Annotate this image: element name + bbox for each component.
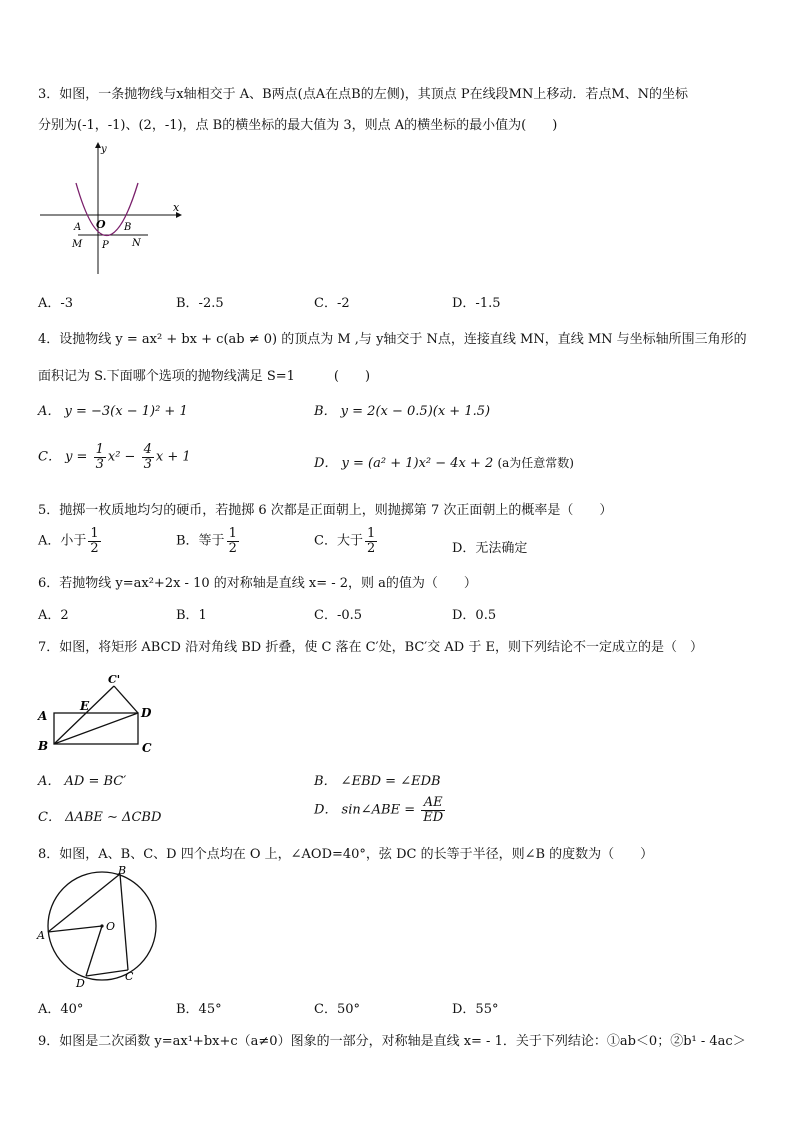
q7-option-d[interactable]: [314, 796, 447, 824]
q5-option-a[interactable]: [38, 527, 103, 555]
q3-stem-line1: 3．如图，一条抛物线与x轴相交于 A、B两点(点A在点B的左侧)，其顶点 P在线段MN上移动．若点M、N的坐标: [38, 87, 689, 102]
q8-option-c[interactable]: C．50°: [314, 1002, 360, 1017]
q7-option-a[interactable]: A． AD = BC′: [38, 774, 127, 789]
q3-label-b: B: [124, 222, 132, 233]
q7-label-c1: C': [108, 673, 121, 686]
q8-stem: 8．如图，A、B、C、D 四个点均在 O 上，∠AOD=40°，弦 DC 的长等于半径，则∠B 的度数为（ ）: [38, 847, 654, 862]
q3-stem-line2: 分别为(-1，-1)、(2，-1)，点 B的横坐标的最大值为 3，则点 A的横坐标的最小值为( ): [38, 118, 558, 133]
q7-label-c: C: [142, 741, 152, 755]
q7-segment-c1d: [114, 686, 138, 713]
q8-center-dot: [100, 924, 103, 927]
q5-option-d[interactable]: D．无法确定: [452, 541, 528, 556]
q9-stem: 9．如图是二次函数 y=ax¹+bx+c（a≠0）图象的一部分，对称轴是直线 x= - 1．关于下列结论：①ab＜0；②b¹ - 4ac＞: [38, 1034, 746, 1049]
q5-option-a-fraction: $\frac{1}{2}$: [90, 526, 99, 556]
q8-label-o: O: [106, 920, 116, 933]
q5-stem: 5．抛掷一枚质地均匀的硬币，若抛掷 6 次都是正面朝上，则抛掷第 7 次正面朝上的概率是（ ）: [38, 503, 613, 518]
q3-label-o: O: [96, 218, 106, 231]
q5-option-c-label: C．大于: [314, 533, 363, 549]
q4-option-d[interactable]: [314, 452, 574, 471]
q6-option-a[interactable]: A．2: [38, 608, 69, 623]
q8-label-c: C: [125, 970, 134, 983]
q8-option-b[interactable]: B．45°: [176, 1002, 222, 1017]
q3-label-p: P: [102, 240, 109, 251]
q8-option-d[interactable]: D．55°: [452, 1002, 499, 1017]
q4-option-c-fraction-1: $\frac{1}{3}$: [95, 442, 104, 472]
q7-option-c[interactable]: C． ΔABE ∼ ΔCBD: [38, 810, 162, 825]
q3-label-y: y: [101, 144, 107, 155]
q5-option-b-fraction: $\frac{1}{2}$: [228, 526, 237, 556]
q7-option-d-fraction: $\frac{AE}{ED}$: [423, 795, 444, 825]
q7-label-b: B: [38, 739, 49, 753]
q8-radius-oa: [48, 926, 102, 932]
q8-radius-od: [86, 926, 102, 976]
q3-option-c[interactable]: C．-2: [314, 296, 350, 311]
q8-label-a: A: [37, 929, 45, 942]
q3-option-b[interactable]: B．-2.5: [176, 296, 224, 311]
q4-option-c[interactable]: [38, 443, 191, 471]
q4-option-c-tail: x + 1: [155, 449, 191, 465]
q4-option-b[interactable]: B． y = 2(x − 0.5)(x + 1.5): [314, 404, 491, 419]
q6-option-c[interactable]: C．-0.5: [314, 608, 363, 623]
q4-stem-line2: 面积记为 S.下面哪个选项的抛物线满足 S=1 ( ): [38, 369, 371, 384]
q5-option-b[interactable]: [176, 527, 241, 555]
q7-label-e: E: [80, 699, 90, 713]
q8-label-b: B: [118, 866, 127, 877]
q3-parabola-figure: [36, 140, 186, 278]
q7-label-d: D: [141, 706, 152, 720]
q4-option-d-formula: D． y = (a² + 1)x² − 4x + 2: [314, 456, 494, 471]
q4-option-a[interactable]: A． y = −3(x − 1)² + 1: [38, 404, 188, 419]
q3-label-m: M: [72, 239, 83, 250]
q7-label-a: A: [38, 709, 48, 723]
q3-label-n: N: [132, 238, 141, 249]
q6-option-b[interactable]: B．1: [176, 608, 207, 623]
q3-label-a: A: [74, 222, 82, 233]
q8-chord-bc: [120, 874, 128, 970]
q8-circle-figure: [34, 866, 164, 990]
q4-stem-line1: 4．设抛物线 y = ax² + bx + c(ab ≠ 0) 的顶点为 M ,与 y轴交于 N点，连接直线 MN，直线 MN 与坐标轴所围三角形的: [38, 332, 747, 347]
q7-diagonal-bd: [54, 713, 138, 744]
q8-chord-dc: [86, 970, 128, 976]
q4-option-c-mid: x² −: [107, 449, 140, 465]
q7-stem: 7．如图，将矩形 ABCD 沿对角线 BD 折叠，使 C 落在 C′处，BC′交 AD 于 E，则下列结论不一定成立的是（ ）: [38, 640, 703, 655]
q8-option-a[interactable]: A．40°: [38, 1002, 84, 1017]
q5-option-b-label: B．等于: [176, 533, 225, 549]
q4-option-d-note: (a为任意常数): [497, 456, 574, 470]
q6-option-d[interactable]: D．0.5: [452, 608, 497, 623]
q7-option-d-label: D． sin∠ABE =: [314, 802, 420, 818]
q5-option-a-label: A．小于: [38, 533, 87, 549]
q7-segment-bc1: [54, 686, 114, 744]
q5-option-c[interactable]: [314, 527, 379, 555]
q3-option-a[interactable]: A．-3: [38, 296, 74, 311]
q4-option-c-label: C． y =: [38, 449, 92, 465]
q7-option-b[interactable]: B． ∠EBD = ∠EDB: [314, 774, 441, 789]
q5-option-c-fraction: $\frac{1}{2}$: [366, 526, 376, 556]
q3-option-d[interactable]: D．-1.5: [452, 296, 501, 311]
q4-option-c-fraction-2: $\frac{4}{3}$: [143, 442, 152, 472]
q7-rectangle-fold-figure: [34, 670, 164, 760]
q3-label-x: x: [173, 201, 180, 214]
q8-label-d: D: [76, 977, 85, 990]
q6-stem: 6．若抛物线 y=ax²+2x - 10 的对称轴是直线 x= - 2，则 a的值为（ ）: [38, 576, 477, 591]
